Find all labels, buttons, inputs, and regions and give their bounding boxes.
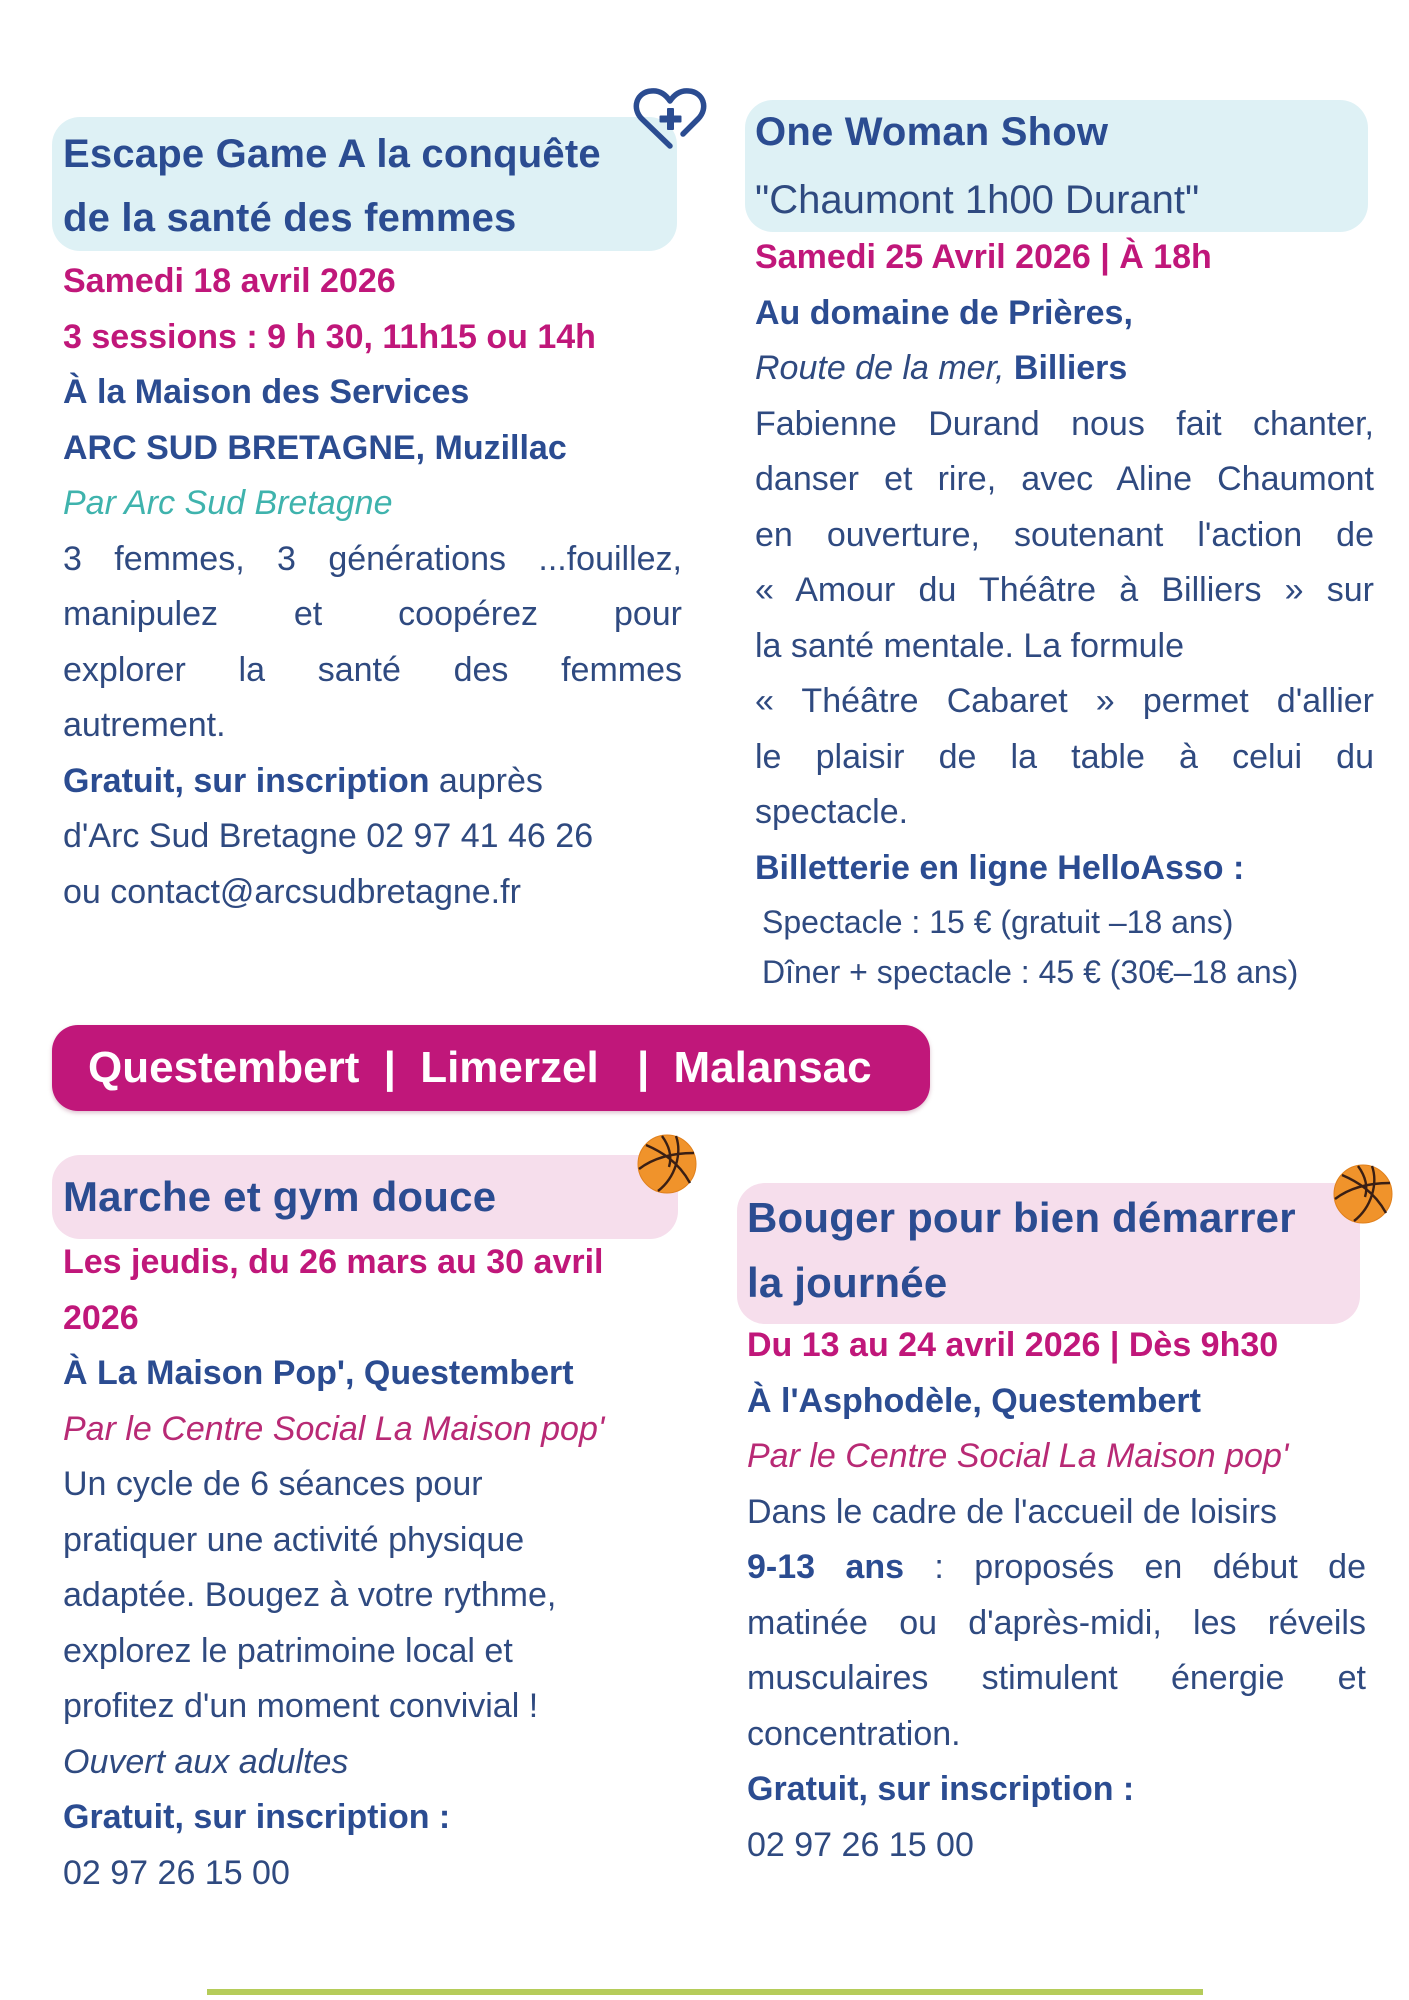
desc-rest: : proposés en début de — [904, 1548, 1366, 1586]
separator: | — [636, 1043, 650, 1092]
event-title: Escape Game A la conquête — [63, 132, 601, 176]
town-questembert: Questembert — [88, 1043, 360, 1092]
event-description: danser et rire, avec Aline Chaumont — [755, 460, 1374, 498]
event-description: matinée ou d'après-midi, les réveils — [747, 1604, 1366, 1642]
address-road: Route de la mer, — [755, 349, 1014, 387]
basketball-icon — [1332, 1163, 1394, 1225]
event-signup: Gratuit, sur inscription : — [747, 1770, 1135, 1808]
event-title: de la santé des femmes — [63, 196, 517, 240]
event-title: la journée — [747, 1259, 948, 1306]
event-place: À la Maison des Services — [63, 373, 470, 411]
signup-bold: Gratuit, sur inscription — [63, 762, 430, 800]
event-contact-email[interactable]: ou contact@arcsudbretagne.fr — [63, 873, 521, 911]
event-description: spectacle. — [755, 793, 909, 831]
event-subtitle: "Chaumont 1h00 Durant" — [755, 178, 1200, 222]
event-audience: Ouvert aux adultes — [63, 1743, 349, 1781]
event-phone[interactable]: 02 97 26 15 00 — [747, 1826, 974, 1864]
event-sessions: 3 sessions : 9 h 30, 11h15 ou 14h — [63, 318, 596, 356]
event-title: Marche et gym douce — [63, 1173, 497, 1220]
footer-divider — [207, 1989, 1203, 1995]
event-description: la santé mentale. La formule — [755, 627, 1185, 665]
town-limerzel: Limerzel — [420, 1043, 599, 1092]
signup-rest: auprès — [429, 762, 543, 800]
event-description: en ouverture, soutenant l'action de — [755, 516, 1374, 554]
event-organizer: Par Arc Sud Bretagne — [63, 484, 393, 522]
age-range: 9-13 ans — [747, 1548, 905, 1586]
address-town: Billiers — [1013, 349, 1128, 387]
event-description: explorez le patrimoine local et — [63, 1632, 513, 1670]
event-description: manipulez et coopérez pour — [63, 595, 682, 633]
event-description: explorer la santé des femmes — [63, 651, 682, 689]
event-title: One Woman Show — [755, 110, 1109, 154]
event-description: 3 femmes, 3 générations ...fouillez, — [63, 540, 682, 578]
event-description: autrement. — [63, 706, 226, 744]
event-place-address — [755, 341, 1127, 397]
event-description: Dans le cadre de l'accueil de loisirs — [747, 1493, 1277, 1531]
event-organizer: Par le Centre Social La Maison pop' — [63, 1410, 605, 1448]
event-description — [747, 1540, 1366, 1596]
separator: | — [383, 1043, 396, 1092]
event-title: Bouger pour bien démarrer — [747, 1194, 1296, 1241]
event-place: Au domaine de Prières, — [755, 294, 1133, 332]
event-description: concentration. — [747, 1715, 961, 1753]
event-phone[interactable]: 02 97 26 15 00 — [63, 1854, 290, 1892]
event-place: À La Maison Pop', Questembert — [63, 1354, 574, 1392]
event-description: musculaires stimulent énergie et — [747, 1659, 1366, 1697]
towns-banner — [52, 1025, 930, 1111]
event-ticketing: Billetterie en ligne HelloAsso : — [755, 849, 1245, 887]
event-organizer: Par le Centre Social La Maison pop' — [747, 1437, 1289, 1475]
event-date: Samedi 25 Avril 2026 | À 18h — [755, 238, 1212, 276]
event-description: « Amour du Théâtre à Billiers » sur — [755, 571, 1374, 609]
event-description: Un cycle de 6 séances pour — [63, 1465, 483, 1503]
event-description: profitez d'un moment convivial ! — [63, 1687, 539, 1725]
heart-plus-icon — [633, 86, 707, 152]
basketball-icon — [636, 1133, 698, 1195]
event-date: 2026 — [63, 1299, 139, 1337]
event-place: ARC SUD BRETAGNE, Muzillac — [63, 429, 567, 467]
town-malansac: Malansac — [673, 1043, 872, 1092]
event-price: Spectacle : 15 € (gratuit –18 ans) — [762, 904, 1234, 940]
event-date: Les jeudis, du 26 mars au 30 avril — [63, 1243, 604, 1281]
event-description: le plaisir de la table à celui du — [755, 738, 1374, 776]
event-signup: Gratuit, sur inscription : — [63, 1798, 451, 1836]
event-date: Du 13 au 24 avril 2026 | Dès 9h30 — [747, 1326, 1279, 1364]
event-contact-phone: d'Arc Sud Bretagne 02 97 41 46 26 — [63, 817, 594, 855]
event-description: adaptée. Bougez à votre rythme, — [63, 1576, 557, 1614]
event-date: Samedi 18 avril 2026 — [63, 262, 396, 300]
event-place: À l'Asphodèle, Questembert — [747, 1382, 1201, 1420]
event-description: Fabienne Durand nous fait chanter, — [755, 405, 1374, 443]
event-price: Dîner + spectacle : 45 € (30€–18 ans) — [762, 954, 1299, 990]
event-description: « Théâtre Cabaret » permet d'allier — [755, 682, 1374, 720]
event-signup — [63, 754, 543, 810]
event-description: pratiquer une activité physique — [63, 1521, 525, 1559]
